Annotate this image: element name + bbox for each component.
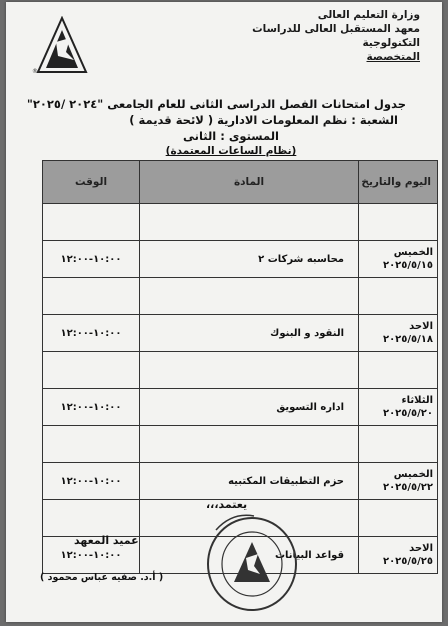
institute-name-cont: المتخصصة (366, 51, 420, 63)
day-cell (359, 463, 438, 500)
system-title: (نظام الساعات المعتمدة) (165, 145, 297, 157)
table-row (43, 241, 438, 278)
level-title: المستوى : الثانى (183, 129, 279, 143)
dean-title: عميد المعهد (74, 534, 139, 547)
official-seal-icon (202, 508, 302, 616)
row-gap (43, 352, 438, 389)
exam-date: ٢٠٢٥/٥/٢٢ (382, 482, 433, 493)
table-row (43, 315, 438, 352)
registered-mark: ® (32, 68, 38, 75)
subject-cell: حزم التطبيقات المكتبيه (140, 463, 359, 500)
exam-date: ٢٠٢٥/٥/١٥ (382, 260, 433, 271)
dean-name: ( أ.د. صفيه عباس محمود ) (40, 572, 164, 583)
day-name: الخميس (393, 247, 433, 258)
approval-text: يعتمد،،، (206, 498, 248, 511)
time-cell: ١٠:٠٠-١٢:٠٠ (43, 537, 140, 574)
time-cell: ١٠:٠٠-١٢:٠٠ (43, 315, 140, 352)
exam-date: ٢٠٢٥/٥/٢٥ (382, 556, 433, 567)
subject-cell: قواعد البيانات (140, 537, 359, 574)
table-row (43, 463, 438, 500)
institute-logo-icon (36, 16, 88, 76)
institution-header (200, 8, 420, 64)
day-cell (359, 315, 438, 352)
document-titles (26, 96, 406, 158)
row-gap (43, 204, 438, 241)
row-gap (43, 278, 438, 315)
header-subject: المادة (140, 161, 359, 204)
header-time: الوقت (43, 161, 140, 204)
header-day: اليوم والتاريخ (359, 161, 438, 204)
ministry-name: وزارة التعليم العالى (317, 9, 420, 21)
document-page (6, 2, 442, 622)
subject-cell: محاسبه شركات ٢ (140, 241, 359, 278)
table-header-row (43, 161, 438, 204)
time-cell: ١٠:٠٠-١٢:٠٠ (43, 389, 140, 426)
institute-name: معهد المستقبل العالى للدراسات التكنولوجية (252, 23, 420, 49)
division-title: الشعبة : نظم المعلومات الادارية ( لائحة قديمة ) (129, 113, 398, 127)
day-name: الخميس (393, 469, 433, 480)
row-gap (43, 426, 438, 463)
exam-date: ٢٠٢٥/٥/٢٠ (382, 408, 433, 419)
day-cell (359, 241, 438, 278)
day-name: الاحد (409, 543, 433, 554)
day-name: الثلاثاء (401, 395, 433, 406)
table-row (43, 389, 438, 426)
day-cell (359, 537, 438, 574)
schedule-title: جدول امتحانات الفصل الدراسى الثانى للعام الجامعى "٢٠٢٤ /٢٠٢٥" (26, 97, 406, 111)
time-cell: ١٠:٠٠-١٢:٠٠ (43, 241, 140, 278)
day-cell (359, 389, 438, 426)
time-cell: ١٠:٠٠-١٢:٠٠ (43, 463, 140, 500)
subject-cell: النقود و البنوك (140, 315, 359, 352)
exam-date: ٢٠٢٥/٥/١٨ (382, 334, 433, 345)
day-name: الاحد (409, 321, 433, 332)
subject-cell: اداره التسويق (140, 389, 359, 426)
